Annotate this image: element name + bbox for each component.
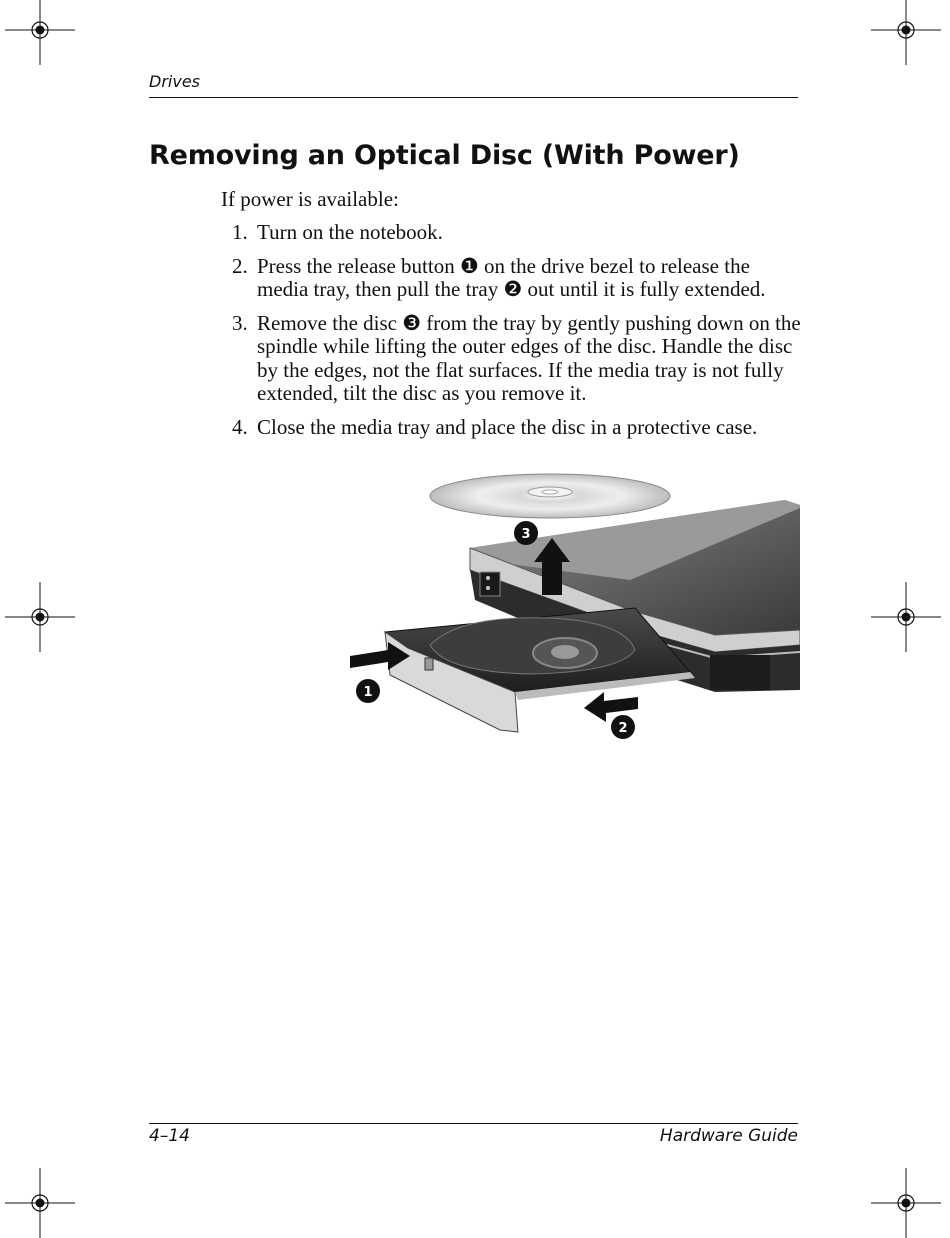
- registration-mark-icon: [5, 0, 75, 65]
- callout-3: [514, 521, 538, 545]
- registration-mark-icon: [871, 0, 941, 65]
- book-title: Hardware Guide: [659, 1126, 798, 1146]
- step-number: 1.: [232, 220, 248, 244]
- step-number: 4.: [232, 414, 248, 439]
- optical-disc: [430, 474, 670, 518]
- registration-mark-icon: [871, 1168, 941, 1238]
- step-number: 3.: [232, 310, 248, 335]
- registration-mark-icon: [5, 1168, 75, 1238]
- list-item: [221, 312, 801, 406]
- list-item: [221, 416, 801, 440]
- header-rule: [149, 97, 798, 98]
- page-number: 4–14: [149, 1126, 190, 1146]
- section-title: Removing an Optical Disc (With Power): [149, 140, 740, 171]
- step-text: Press the release button ❶ on the drive bezel to release the media tray, then pull the tray ❷ out until it is fully extended.: [257, 253, 766, 301]
- callout-1: [356, 679, 380, 703]
- figure-disc-removal: [330, 460, 800, 750]
- intro-text: If power is available:: [221, 187, 399, 211]
- steps-list: [221, 221, 801, 449]
- registration-mark-icon: [5, 582, 75, 652]
- registration-mark-icon: [871, 582, 941, 652]
- list-item: [221, 255, 801, 302]
- step-text: Remove the disc ❸ from the tray by gently pushing down on the spindle while lifting the outer edges of the disc. Handle the disc by the edges, not the flat surfaces. If the media tray is not fully extended, tilt the disc as you remove it.: [257, 310, 801, 405]
- callout-label: 3: [521, 527, 531, 542]
- step-number: 2.: [232, 253, 248, 278]
- callout-label: 2: [618, 721, 628, 736]
- footer-rule: [149, 1123, 798, 1124]
- media-tray: [385, 608, 695, 732]
- list-item: [221, 221, 801, 245]
- callout-label: 1: [363, 685, 373, 700]
- step-text: Close the media tray and place the disc in a protective case.: [257, 414, 758, 439]
- callout-2: [611, 715, 635, 739]
- step-text: Turn on the notebook.: [257, 220, 443, 244]
- running-head: Drives: [149, 72, 200, 91]
